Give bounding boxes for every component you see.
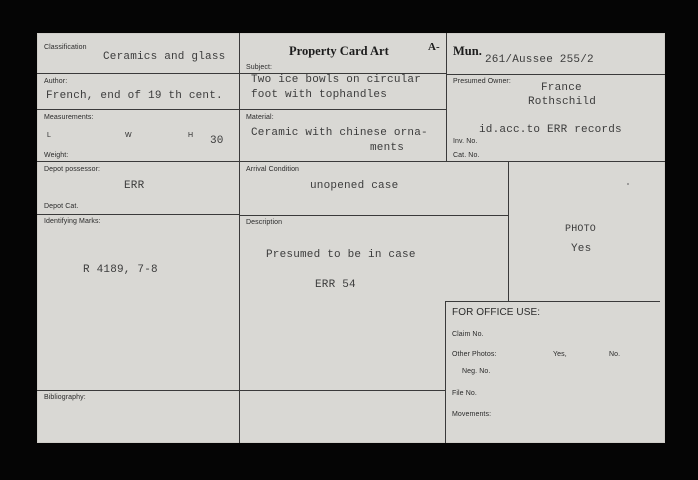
claim-label: Claim No.: [452, 331, 484, 338]
material-line1: Ceramic with chinese orna-: [251, 127, 428, 139]
depot-value: ERR: [124, 180, 145, 192]
owner-line3: id.acc.to ERR records: [479, 124, 622, 136]
measurements-w: W: [125, 132, 132, 139]
measurements-label: Measurements:: [44, 114, 94, 121]
measurements-h: H: [188, 132, 194, 139]
rule-bibliography: [37, 390, 445, 391]
marks-value: R 4189, 7-8: [83, 264, 158, 276]
owner-line1: France: [541, 82, 582, 94]
movements-label: Movements:: [452, 411, 492, 418]
description-line2: ERR 54: [315, 279, 356, 291]
subject-line2: foot with tophandles: [251, 89, 388, 101]
classification-label: Classification: [44, 44, 87, 51]
card-title: Property Card Art: [289, 44, 389, 58]
other-photos-yes: Yes,: [553, 351, 567, 358]
owner-label: Presumed Owner:: [453, 78, 511, 85]
rule-depot: [37, 214, 240, 215]
other-photos-label: Other Photos:: [452, 351, 497, 358]
material-label: Material:: [246, 114, 274, 121]
file-label: File No.: [452, 390, 477, 397]
subject-label: Subject:: [246, 64, 273, 71]
arrival-label: Arrival Condition: [246, 166, 300, 173]
rule-col-photo: [508, 161, 509, 301]
rule-arrival: [240, 215, 508, 216]
photo-value: Yes: [571, 243, 592, 255]
rule-col2: [446, 33, 447, 161]
measurements-h-value: 30: [210, 135, 224, 147]
bibliography-label: Bibliography:: [44, 394, 86, 401]
card-letter: A-: [428, 41, 440, 53]
photo-label: PHOTO: [565, 224, 597, 235]
depot-label: Depot possessor:: [44, 166, 101, 173]
inv-label: Inv. No.: [453, 138, 478, 145]
rule-top-right: [447, 74, 665, 75]
cat-label: Cat. No.: [453, 152, 480, 159]
marks-label: Identifying Marks:: [44, 218, 101, 225]
owner-line2: Rothschild: [528, 96, 597, 108]
material-line2: ments: [370, 142, 405, 154]
rule-weight: [37, 161, 665, 162]
rule-author: [37, 109, 447, 110]
mun-value: 261/Aussee 255/2: [485, 54, 594, 66]
property-card: [37, 33, 665, 443]
depot-cat-label: Depot Cat.: [44, 203, 79, 210]
measurements-l: L: [47, 132, 51, 139]
description-label: Description: [246, 219, 283, 226]
neg-label: Neg. No.: [462, 368, 491, 375]
arrival-value: unopened case: [310, 180, 399, 192]
author-value: French, end of 19 th cent.: [46, 90, 223, 102]
rule-photo: [445, 301, 660, 302]
description-line1: Presumed to be in case: [266, 249, 416, 261]
mun-label: Mun.: [453, 44, 482, 58]
office-title: FOR OFFICE USE:: [452, 307, 541, 318]
rule-col1: [239, 33, 240, 443]
classification-value: Ceramics and glass: [103, 51, 226, 63]
subject-line1: Two ice bowls on circular: [251, 74, 422, 86]
other-photos-no: No.: [609, 351, 621, 358]
rule-col-office: [445, 301, 446, 443]
speck: [627, 183, 629, 185]
weight-label: Weight:: [44, 152, 69, 159]
author-label: Author:: [44, 78, 68, 85]
